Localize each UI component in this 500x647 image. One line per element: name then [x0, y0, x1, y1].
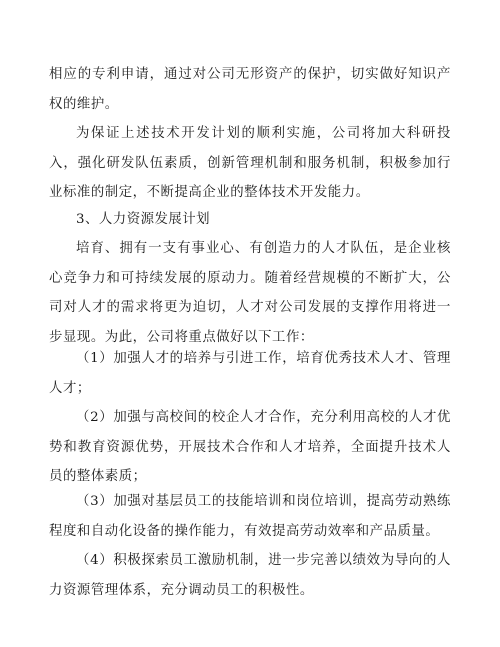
- paragraph-tech-plan: 为保证上述技术开发计划的顺利实施，公司将加大科研投入，强化研发队伍素质，创新管理机制和服务机制，积极参加行业标准的制定，不断提高企业的整体技术开发能力。: [49, 126, 451, 200]
- list-item-3: （3）加强对基层员工的技能培训和岗位培训，提高劳动熟练程度和自动化设备的操作能力，有效提高劳动效率和产品质量。: [49, 494, 451, 539]
- section-heading-hr-plan: 3、人力资源发展计划: [76, 212, 211, 227]
- list-item-4: （4）积极探索员工激励机制，进一步完善以绩效为导向的人力资源管理体系，充分调动员工的积极性。: [49, 553, 451, 598]
- paragraph-ip-protection: 相应的专利申请，通过对公司无形资产的保护，切实做好知识产权的维护。: [49, 67, 451, 112]
- list-item-1: （1）加强人才的培养与引进工作，培育优秀技术人才、管理人才；: [49, 351, 451, 396]
- list-item-2: （2）加强与高校间的校企人才合作，充分利用高校的人才优势和教育资源优势，开展技术合作和人才培养，全面提升技术人员的整体素质；: [49, 410, 451, 484]
- paragraph-talent-team: 培育、拥有一支有事业心、有创造力的人才队伍，是企业核心竞争力和可持续发展的原动力。随着经营规模的不断扩大，公司对人才的需求将更为迫切，人才对公司发展的支撑作用将进一步显现。为此，公司将重点做好以下工作：: [49, 241, 451, 345]
